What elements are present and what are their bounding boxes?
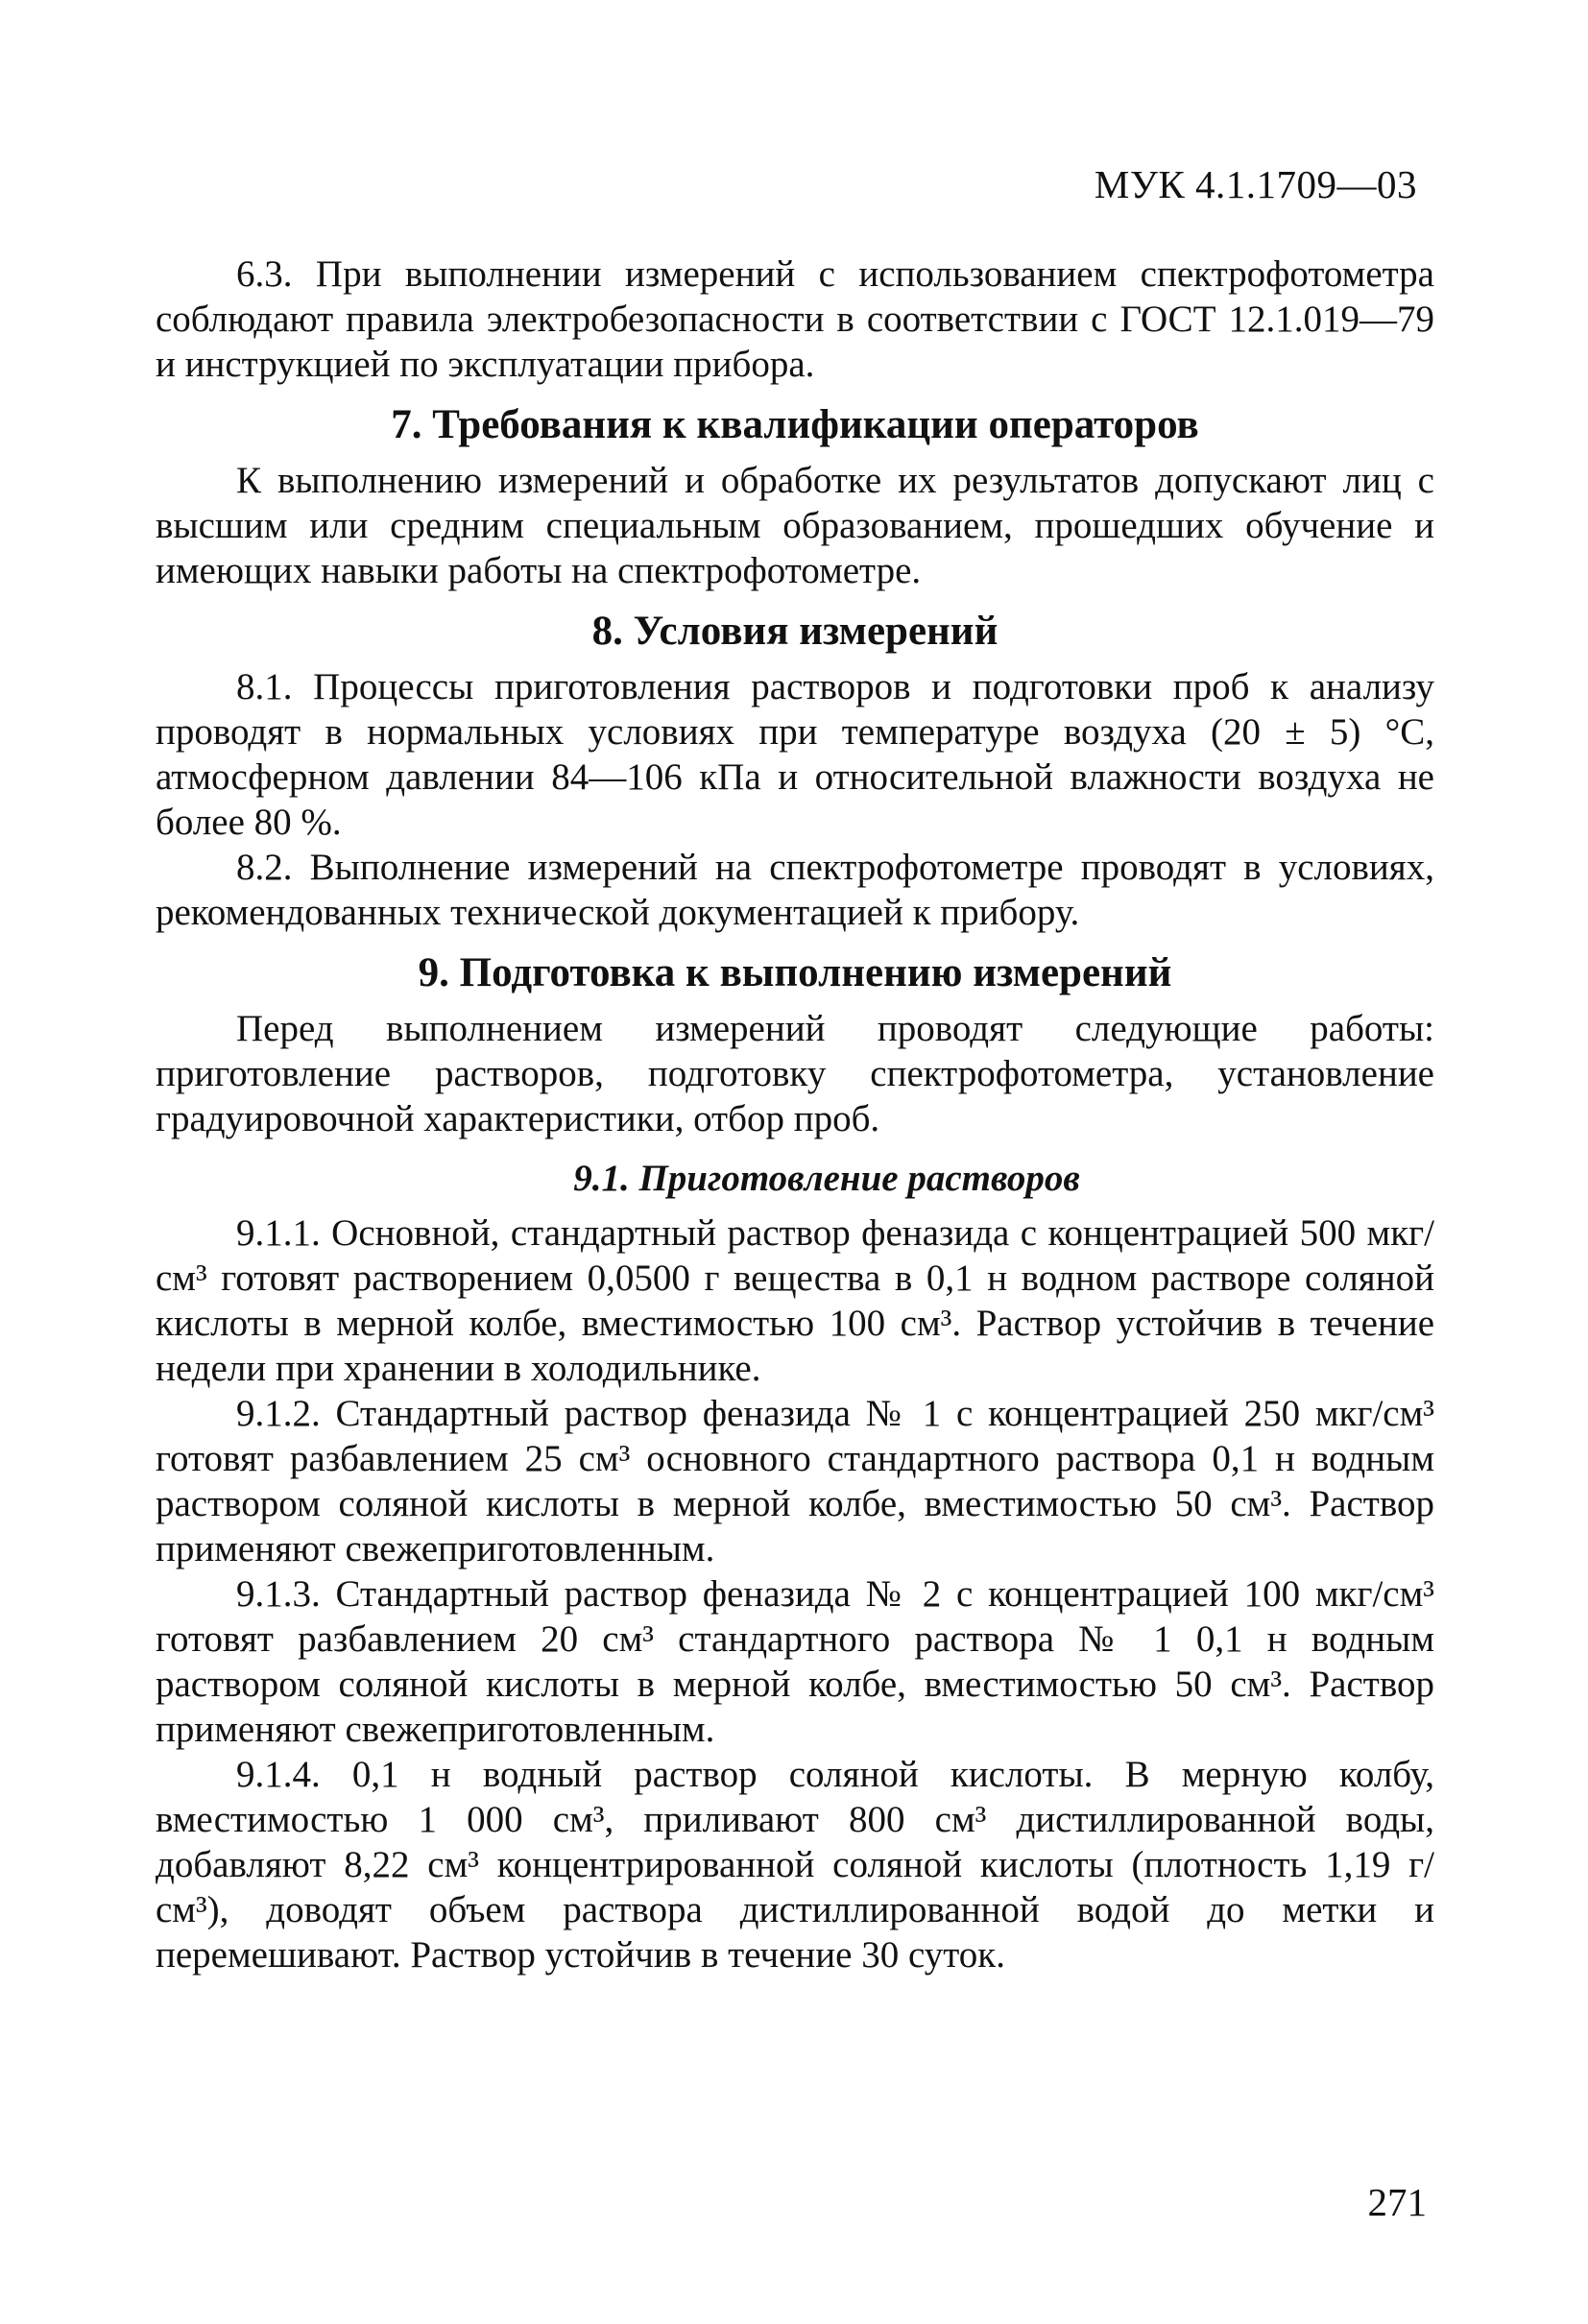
body-text [156, 252, 1434, 1977]
page-number: 271 [1367, 2180, 1427, 2224]
subsection-9-1-title: 9.1. Приготовление растворов [573, 1158, 1080, 1199]
section-9-title: 9. Подготовка к выполнению измерений [418, 950, 1172, 995]
section-7-paragraph: К выполнению измерений и обработке их результатов допускают лиц с высшим или средним специальным образованием, прошедших обучение и имеющих навыки работы на спектрофотометре. [156, 460, 1434, 591]
section-8-title: 8. Условия измерений [591, 609, 999, 654]
paragraph-9-1-3: 9.1.3. Стандартный раствор феназида № 2 с концентрацией 100 мкг/см³ готовят разбавлением 20 см³ стандартного раствора № 1 0,1 н водным раствором соляной кислоты в мерной колбе, вместимостью 50 см³. Раствор применяют свежеприготовленным. [156, 1573, 1434, 1750]
paragraph-9-1-4: 9.1.4. 0,1 н водный раствор соляной кислоты. В мерную колбу, вместимостью 1 000 см³, приливают 800 см³ дистиллированной воды, добавляют 8,22 см³ концентрированной соляной кислоты (плотность 1,19 г/см³), доводят объем раствора дистиллированной водой до метки и перемешивают. Раствор устойчив в течение 30 суток. [156, 1754, 1434, 1976]
paragraph-8-2: 8.2. Выполнение измерений на спектрофотометре проводят в условиях, рекомендованных технической документацией к прибору. [156, 847, 1434, 933]
paragraph-9-1-2: 9.1.2. Стандартный раствор феназида № 1 с концентрацией 250 мкг/см³ готовят разбавлением 25 см³ основного стандартного раствора 0,1 н водным раствором соляной кислоты в мерной колбе, вместимостью 50 см³. Раствор применяют свежеприготовленным. [156, 1393, 1434, 1569]
section-9-paragraph: Перед выполнением измерений проводят следующие работы: приготовление растворов, подготовку спектрофотометра, установление градуировочной характеристики, отбор проб. [156, 1008, 1434, 1139]
paragraph-8-1: 8.1. Процессы приготовления растворов и подготовки проб к анализу проводят в нормальных условиях при температуре воздуха (20 ± 5) °С, атмосферном давлении 84—106 кПа и относительной влажности воздуха не более 80 %. [156, 666, 1434, 843]
paragraph-9-1-1: 9.1.1. Основной, стандартный раствор феназида с концентрацией 500 мкг/см³ готовят растворением 0,0500 г вещества в 0,1 н водном растворе соляной кислоты в мерной колбе, вместимостью 100 см³. Раствор устойчив в течение недели при хранении в холодильнике. [156, 1212, 1434, 1389]
paragraph-6-3: 6.3. При выполнении измерений с использованием спектрофотометра соблюдают правила электробезопасности в соответствии с ГОСТ 12.1.019—79 и инструкцией по эксплуатации прибора. [156, 253, 1434, 385]
section-7-title: 7. Требования к квалификации операторов [391, 402, 1199, 447]
document-code-header: МУК 4.1.1709—03 [1094, 162, 1417, 206]
